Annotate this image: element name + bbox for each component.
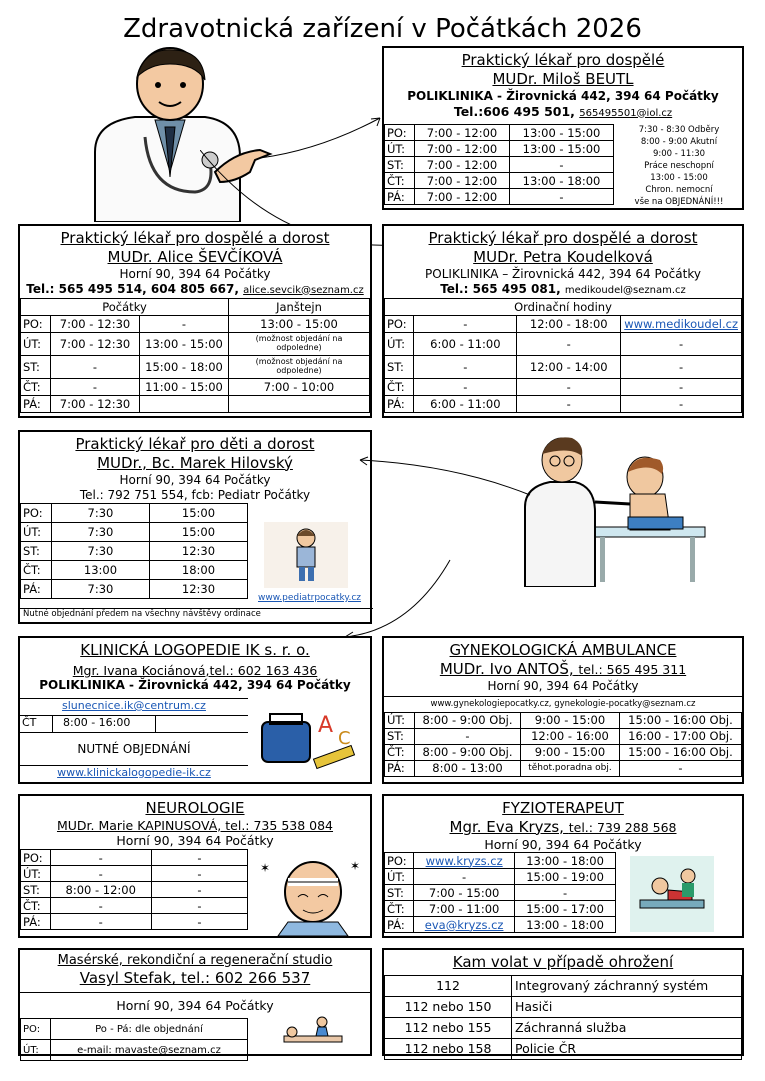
- hours-cell: 12:00 - 18:00: [517, 316, 621, 333]
- hours-cell: 9:00 - 15:00: [521, 744, 620, 760]
- hours-cell: -: [50, 898, 151, 914]
- phone-number: 112 nebo 150: [385, 996, 512, 1017]
- table-row: [385, 1038, 742, 1059]
- day-cell: ÚT:: [385, 869, 414, 885]
- table-row: [385, 975, 742, 996]
- svg-text:✶: ✶: [260, 861, 271, 875]
- hours-cell: 15:00 - 19:00: [515, 869, 616, 885]
- maser-card: [18, 948, 372, 1056]
- hours-cell: 7:30: [51, 522, 149, 541]
- beutl-note: [616, 124, 742, 208]
- hours-cell: -: [621, 379, 742, 396]
- hours-cell: 7:00 - 12:00: [415, 189, 510, 205]
- hours-table: [384, 852, 616, 933]
- neurologie-card: [18, 794, 372, 938]
- hours-cell: -: [517, 379, 621, 396]
- link-cell[interactable]: eva@kryzs.cz: [414, 917, 515, 933]
- hours-cell: 12:30: [149, 579, 247, 598]
- fyzio-card: [382, 794, 744, 938]
- card-title: NEUROLOGIE: [145, 799, 245, 817]
- hours-cell: 7:00 - 12:30: [51, 396, 140, 413]
- card-role: Praktický lékař pro dospělé: [461, 51, 665, 69]
- hours-cell: 16:00 - 17:00 Obj.: [619, 728, 741, 744]
- day-cell: PO:: [385, 125, 415, 141]
- hours-table: [384, 298, 742, 413]
- phone: Tel.: 565 495 081,: [440, 281, 561, 296]
- hours-cell: 6:00 - 11:00: [414, 396, 517, 413]
- school-supplies-illustration: [256, 704, 366, 780]
- day-cell: PÁ:: [385, 189, 415, 205]
- note-line: 8:00 - 9:00 Akutní: [640, 137, 718, 147]
- hours-cell: 7:00 - 15:00: [414, 885, 515, 901]
- day-cell: ČT:: [21, 560, 52, 579]
- hours-cell: 7:00 - 10:00: [229, 379, 370, 396]
- table-row: [385, 885, 616, 901]
- day-cell: PÁ:: [385, 917, 414, 933]
- hours-cell: -: [414, 316, 517, 333]
- table-row: [21, 882, 248, 898]
- hours-cell: 13:00 - 15:00: [140, 333, 229, 356]
- hours-cell: -: [50, 850, 151, 866]
- table-row: [21, 503, 248, 522]
- note-line: 7:30 - 8:30 Odběry: [638, 125, 720, 135]
- hours-cell: -: [51, 356, 140, 379]
- hours-cell: 7:00 - 12:00: [415, 157, 510, 173]
- day-cell: ST:: [21, 356, 51, 379]
- hours-cell: 7:00 - 12:00: [415, 141, 510, 157]
- table-row: [21, 1019, 248, 1040]
- hours-cell: 15:00: [149, 522, 247, 541]
- hours-cell: 7:00 - 12:30: [51, 316, 140, 333]
- day-cell: ČT:: [21, 379, 51, 396]
- hours-cell: 7:00 - 12:00: [415, 173, 510, 189]
- table-row: [385, 1017, 742, 1038]
- hours-cell: -: [151, 914, 247, 930]
- doctor-line: [384, 818, 742, 837]
- hours-cell: 7:30: [51, 503, 149, 522]
- card-role: Praktický lékař pro děti a dorost: [75, 435, 315, 453]
- hours-cell: 8:00 - 13:00: [415, 760, 521, 776]
- day-cell: ČT:: [385, 744, 415, 760]
- hours-cell: -: [151, 898, 247, 914]
- day-cell: PÁ:: [385, 396, 414, 413]
- hours-table: [384, 712, 742, 777]
- table-row: [385, 712, 742, 728]
- hours-cell: 15:00: [149, 503, 247, 522]
- table-row: [21, 396, 370, 413]
- pediatrician-examining-child-illustration: [510, 432, 710, 587]
- doctor-line: [384, 660, 742, 679]
- day-cell: ST:: [21, 882, 51, 898]
- card-title: Kam volat v případě ohrožení: [452, 953, 674, 971]
- day-cell: ÚT:: [21, 333, 51, 356]
- hours-table: [20, 1018, 248, 1061]
- day-cell: PO:: [385, 316, 414, 333]
- table-row: [21, 898, 248, 914]
- hours-cell: 13:00 - 15:00: [510, 125, 614, 141]
- massage-illustration: [278, 1014, 348, 1052]
- emergency-card: [382, 948, 744, 1056]
- table-row: [385, 996, 742, 1017]
- hours-cell: -: [621, 396, 742, 413]
- phone-number: 112 nebo 155: [385, 1017, 512, 1038]
- hours-cell: 12:30: [149, 541, 247, 560]
- table-row: [385, 125, 614, 141]
- hours-cell: 13:00 - 15:00: [229, 316, 370, 333]
- address: Horní 90, 394 64 Počátky: [484, 836, 642, 852]
- address: POLIKLINIKA - Žirovnická 442, 394 64 Počátky: [407, 88, 719, 103]
- table-row: [385, 396, 742, 413]
- emergency-table: [384, 975, 742, 1060]
- address: Horní 90, 394 64 Počátky: [119, 472, 271, 487]
- table-row: [385, 333, 742, 356]
- day-cell: ÚT:: [385, 712, 415, 728]
- table-row: [385, 141, 614, 157]
- hours-cell: 12:00 - 16:00: [521, 728, 620, 744]
- doctor-name: MUDr. Alice ŠEVČÍKOVÁ: [107, 247, 283, 266]
- hours-cell: [140, 396, 229, 413]
- day-cell: ČT:: [385, 379, 414, 396]
- table-row: [385, 760, 742, 776]
- table-row: [21, 560, 248, 579]
- day-cell: ÚT:: [21, 1040, 51, 1061]
- note: Nutné objednání předem na všechny návštěvy ordinace: [20, 608, 373, 619]
- email[interactable]: 565495501@iol.cz: [579, 107, 673, 119]
- day-cell: ÚT:: [21, 866, 51, 882]
- hours-table: [20, 298, 370, 413]
- doctor-name: MUDr. Marie KAPINUSOVÁ, tel.: 735 538 084: [56, 817, 334, 833]
- day-cell: ČT:: [385, 901, 414, 917]
- table-row: [385, 728, 742, 744]
- phone: tel.: 565 495 311: [578, 661, 687, 677]
- contact-line: [384, 282, 742, 298]
- day-cell: PO:: [21, 1019, 51, 1040]
- hours-cell: -: [515, 885, 616, 901]
- hours-cell: -: [517, 333, 621, 356]
- link-cell[interactable]: www.kryzs.cz: [414, 853, 515, 869]
- hours-cell: Po - Pá: dle objednání: [51, 1019, 248, 1040]
- svg-text:C: C: [338, 728, 351, 749]
- hours-cell: 15:00 - 17:00: [515, 901, 616, 917]
- hours-cell: -: [414, 379, 517, 396]
- beutl-card: [382, 46, 744, 210]
- hours-row: [20, 716, 248, 733]
- hours-table: [20, 503, 248, 599]
- doctor-name: MUDr. Petra Koudelková: [473, 247, 653, 266]
- note: NUTNÉ OBJEDNÁNÍ: [20, 733, 248, 766]
- card-title: GYNEKOLOGICKÁ AMBULANCE: [449, 641, 677, 659]
- hours-cell: 7:00 - 12:00: [415, 125, 510, 141]
- card-title: KLINICKÁ LOGOPEDIE IK s. r. o.: [80, 641, 310, 659]
- hours-cell: 7:30: [51, 541, 149, 560]
- doctor-name: Mgr. Ivana Kociánová,tel.: 602 163 436: [72, 662, 318, 678]
- table-header-row: [21, 299, 370, 316]
- hours-cell: -: [151, 850, 247, 866]
- hours-table: [20, 849, 248, 930]
- phone: tel.: 739 288 568: [568, 819, 677, 835]
- hours-cell: 7:00 - 11:00: [414, 901, 515, 917]
- address: Horní 90, 394 64 Počátky: [487, 678, 639, 693]
- hours-cell: -: [50, 914, 151, 930]
- hours-cell: -: [510, 189, 614, 205]
- hours-cell: 15:00 - 16:00 Obj.: [619, 712, 741, 728]
- svg-text:✶: ✶: [350, 859, 361, 873]
- contact-line: [384, 104, 742, 121]
- hours-cell: -: [517, 396, 621, 413]
- day-cell: ST:: [385, 885, 414, 901]
- address: Horní 90, 394 64 Počátky: [20, 992, 370, 1018]
- table-row: [21, 579, 248, 598]
- table-row: [385, 189, 614, 205]
- sevcikova-card: [18, 224, 372, 418]
- hours-cell: 8:00 - 9:00 Obj.: [415, 712, 521, 728]
- table-row: [385, 356, 742, 379]
- day-cell: ÚT:: [385, 141, 415, 157]
- day-cell: PO:: [21, 850, 51, 866]
- table-row: [21, 333, 370, 356]
- dizzy-person-illustration: [258, 852, 368, 936]
- table-row: [385, 744, 742, 760]
- hours-cell: 13:00 - 15:00: [510, 141, 614, 157]
- note-line: Chron. nemocní: [645, 185, 713, 195]
- table-row: [21, 316, 370, 333]
- table-row: [21, 1040, 248, 1061]
- address: POLIKLINIKA - Žirovnická 442, 394 64 Počátky: [39, 678, 351, 693]
- table-row: [385, 157, 614, 173]
- table-row: [385, 853, 616, 869]
- web-and-email[interactable]: www.gynekologiepocatky.cz, gynekologie-pocatky@seznam.cz: [384, 696, 742, 712]
- table-header-row: [385, 299, 742, 316]
- hours-cell: -: [510, 157, 614, 173]
- hours-cell: -: [140, 316, 229, 333]
- table-row: [385, 173, 614, 189]
- service-name: Integrovaný záchranný systém: [512, 975, 742, 996]
- header-cell: Janštejn: [229, 299, 370, 316]
- table-row: [21, 914, 248, 930]
- hours-cell: 13:00 - 18:00: [510, 173, 614, 189]
- note-line: vše na OBJEDNÁNÍ!!!: [634, 197, 724, 207]
- table-row: [21, 850, 248, 866]
- hours-cell: těhot.poradna obj.: [521, 760, 620, 776]
- hours-cell: (možnost objedání na odpoledne): [229, 356, 370, 379]
- note-line: 9:00 - 11:30: [652, 149, 706, 159]
- hours-cell: -: [50, 866, 151, 882]
- phone: Tel.: 792 751 554, fcb: Pediatr Počátky: [79, 487, 311, 502]
- hours-cell: -: [151, 882, 247, 898]
- hilovsky-card: [18, 430, 372, 624]
- email[interactable]: medikoudel@seznam.cz: [564, 284, 686, 296]
- day-cell: ST:: [385, 157, 415, 173]
- day-cell: ST:: [385, 728, 415, 744]
- koudelkova-card: [382, 224, 744, 418]
- hours-cell: 8:00 - 12:00: [50, 882, 151, 898]
- website-link[interactable]: www.klinickalogopedie-ik.cz: [57, 766, 211, 779]
- day: ČT: [20, 716, 53, 732]
- hours-cell: 13:00 - 18:00: [515, 853, 616, 869]
- hours-cell: 18:00: [149, 560, 247, 579]
- hours-cell: -: [414, 869, 515, 885]
- day-cell: ST:: [385, 356, 414, 379]
- day-cell: PÁ:: [385, 760, 415, 776]
- table-row: [385, 379, 742, 396]
- service-name: Záchranná služba: [512, 1017, 742, 1038]
- day-cell: PO:: [385, 853, 414, 869]
- hours-cell: -: [51, 379, 140, 396]
- doctor-name: MUDr., Bc. Marek Hilovský: [97, 453, 293, 472]
- hours-cell: -: [414, 356, 517, 379]
- website-link[interactable]: www.medikoudel.cz: [621, 316, 742, 333]
- day-cell: PO:: [21, 503, 52, 522]
- arrow-to-logopedie: [340, 555, 460, 645]
- table-row: [385, 316, 742, 333]
- table-row: [385, 917, 616, 933]
- table-row: [21, 866, 248, 882]
- hours-cell: 9:00 - 15:00: [521, 712, 620, 728]
- logopedie-card: [18, 636, 372, 784]
- hours-cell: (možnost objedání na odpoledne): [229, 333, 370, 356]
- hours-cell: [229, 396, 370, 413]
- contact-line: [20, 282, 370, 298]
- gynekologie-card: [382, 636, 744, 784]
- doctor-name: MUDr. Ivo ANTOŠ,: [439, 659, 574, 678]
- card-title: FYZIOTERAPEUT: [502, 799, 624, 817]
- hours-cell: 8:00 - 9:00 Obj.: [415, 744, 521, 760]
- table-row: [385, 869, 616, 885]
- sick-child-illustration: [264, 522, 348, 588]
- card-title: Masérské, rekondiční a regenerační studio: [57, 953, 333, 968]
- hours-cell: 13:00: [51, 560, 149, 579]
- table-row: [21, 379, 370, 396]
- email[interactable]: alice.sevcik@seznam.cz: [243, 284, 364, 296]
- hours-cell: 13:00 - 18:00: [515, 917, 616, 933]
- table-row: [385, 901, 616, 917]
- day-cell: PO:: [21, 316, 51, 333]
- hours-cell: 11:00 - 15:00: [140, 379, 229, 396]
- hours-cell: 7:00 - 12:30: [51, 333, 140, 356]
- hours-cell: 7:30: [51, 579, 149, 598]
- hours-cell: -: [621, 333, 742, 356]
- phone-number: 112 nebo 158: [385, 1038, 512, 1059]
- hours-cell: 15:00 - 18:00: [140, 356, 229, 379]
- day-cell: ÚT:: [385, 333, 414, 356]
- header-cell: Ordinační hodiny: [385, 299, 742, 316]
- day-cell: ÚT:: [21, 522, 52, 541]
- phone: Tel.: 565 495 514, 604 805 667,: [26, 281, 239, 296]
- address: Horní 90, 394 64 Počátky: [116, 833, 274, 849]
- phone-number: 112: [385, 975, 512, 996]
- table-row: [21, 522, 248, 541]
- physiotherapy-illustration: [630, 856, 714, 932]
- hours-cell: -: [415, 728, 521, 744]
- svg-text:A: A: [318, 713, 334, 738]
- note-line: Práce neschopní: [644, 161, 714, 171]
- therapist-name: Mgr. Eva Kryzs,: [449, 817, 564, 836]
- service-name: Policie ČR: [512, 1038, 742, 1059]
- table-row: [21, 356, 370, 379]
- hours-cell: 12:00 - 14:00: [517, 356, 621, 379]
- day-cell: PÁ:: [21, 396, 51, 413]
- note-line: 13:00 - 15:00: [650, 173, 708, 183]
- hours-table: [384, 124, 614, 205]
- day-cell: ST:: [21, 541, 52, 560]
- email-link[interactable]: slunecnice.ik@centrum.cz: [20, 699, 248, 716]
- hours: 8:00 - 16:00: [53, 716, 156, 732]
- doctor-name: MUDr. Miloš BEUTL: [492, 69, 634, 88]
- day-cell: PÁ:: [21, 579, 52, 598]
- hours-cell: -: [619, 760, 741, 776]
- page-title: Zdravotnická zařízení v Počátkách 2026: [123, 14, 642, 44]
- address: Horní 90, 394 64 Počátky: [119, 266, 271, 281]
- day-cell: PÁ:: [21, 914, 51, 930]
- day-cell: ČT:: [385, 173, 415, 189]
- card-role: Praktický lékař pro dospělé a dorost: [428, 229, 698, 247]
- website-link[interactable]: www.pediatrpocatky.cz: [258, 593, 362, 603]
- address: POLIKLINIKA – Žirovnická 442, 394 64 Počátky: [425, 266, 701, 281]
- card-role: Praktický lékař pro dospělé a dorost: [60, 229, 330, 247]
- hours-cell: 15:00 - 16:00 Obj.: [619, 744, 741, 760]
- phone: Tel.:606 495 501,: [453, 103, 575, 119]
- hours-cell: -: [621, 356, 742, 379]
- hours-cell: 6:00 - 11:00: [414, 333, 517, 356]
- table-row: [21, 541, 248, 560]
- service-name: Hasiči: [512, 996, 742, 1017]
- hours-cell: e-mail: mavaste@seznam.cz: [51, 1040, 248, 1061]
- masseur-name: Vasyl Stefak, tel.: 602 266 537: [79, 969, 311, 988]
- header-cell: Počátky: [21, 299, 229, 316]
- day-cell: ČT:: [21, 898, 51, 914]
- hours-cell: -: [151, 866, 247, 882]
- arrow-to-hilovsky: [355, 455, 535, 505]
